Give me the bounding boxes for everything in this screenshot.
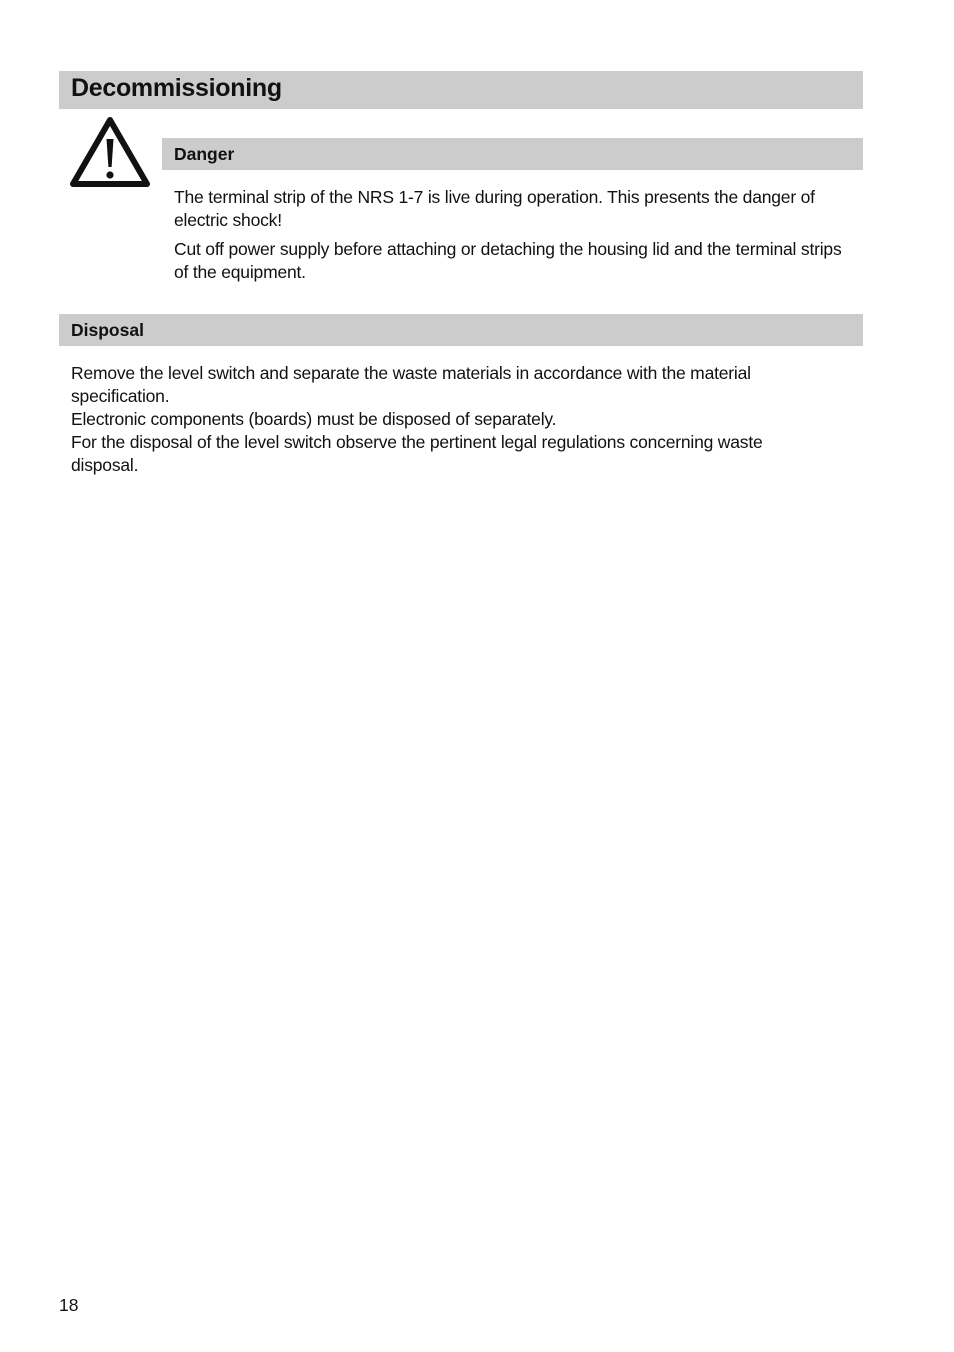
disposal-text xyxy=(71,362,831,477)
danger-paragraph: The terminal strip of the NRS 1-7 is live during operation. This presents the danger of electric shock! xyxy=(174,187,815,230)
page-number: 18 xyxy=(59,1295,79,1315)
disposal-line: For the disposal of the level switch observe the pertinent legal regulations concerning waste disposal. xyxy=(71,432,763,475)
disposal-line: Remove the level switch and separate the waste materials in accordance with the material specification. xyxy=(71,363,751,406)
page-title: Decommissioning xyxy=(59,71,863,109)
disposal-line: Electronic components (boards) must be disposed of separately. xyxy=(71,409,557,429)
warning-triangle-icon xyxy=(68,115,152,189)
danger-paragraph: Cut off power supply before attaching or detaching the housing lid and the terminal strips of the equipment. xyxy=(174,239,842,282)
disposal-heading: Disposal xyxy=(59,314,863,346)
danger-heading: Danger xyxy=(162,138,863,170)
